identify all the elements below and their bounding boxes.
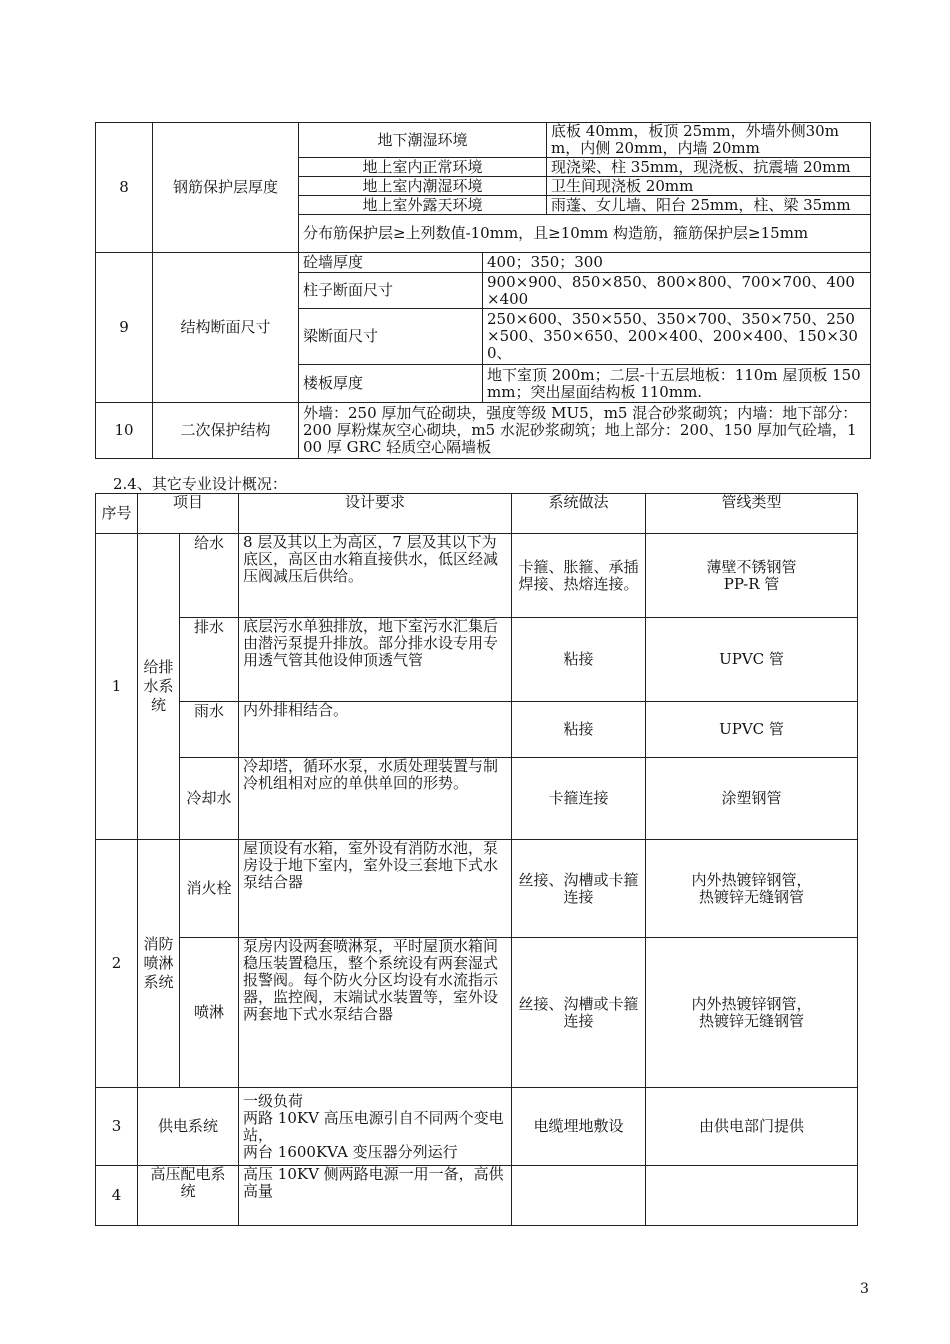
item-name: 冷却水 bbox=[180, 758, 239, 840]
item-name: 排水 bbox=[180, 618, 239, 702]
row-value: 外墙：250 厚加气砼砌块，强度等级 MU5，m5 混合砂浆砌筑；内墙：地下部分：200 厚粉煤灰空心砌块，m5 水泥砂浆砌筑；地上部分：200、150 厚加气砼墙，100 厚 GRC 轻质空心隔墙板 bbox=[299, 403, 871, 459]
sub-value: 400；350；300 bbox=[483, 253, 871, 273]
item-pipe: UPVC 管 bbox=[646, 618, 858, 702]
item-req: 底层污水单独排放，地下室污水汇集后由潜污泵提升排放。部分排水设专用专用透气管其他设伸顶透气管 bbox=[239, 618, 512, 702]
sub-label: 楼板厚度 bbox=[299, 365, 483, 403]
group-req: 一级负荷 两路 10KV 高压电源引自不同两个变电站， 两台 1600KVA 变压器分列运行 bbox=[239, 1088, 512, 1166]
item-req: 内外排相结合。 bbox=[239, 702, 512, 758]
sub-value: 底板 40mm，板顶 25mm，外墙外侧30mm，内侧 20mm，内墙 20mm bbox=[547, 123, 871, 158]
item-method: 粘接 bbox=[512, 618, 646, 702]
item-req: 泵房内设两套喷淋泵，平时屋顶水箱间稳压装置稳压，整个系统设有两套湿式报警阀。每个防火分区均设有水流指示器，监控阀，末端试水装置等，室外设两套地下式水泵结合器 bbox=[239, 938, 512, 1088]
sub-value: 900×900、850×850、800×800、700×700、400×400 bbox=[483, 273, 871, 309]
row-no: 10 bbox=[96, 403, 153, 459]
sub-label: 地上室外露天环境 bbox=[299, 196, 547, 215]
row-item: 钢筋保护层厚度 bbox=[153, 123, 299, 253]
page-number: 3 bbox=[860, 1281, 869, 1297]
sub-label: 地上室内潮湿环境 bbox=[299, 177, 547, 196]
row-no: 8 bbox=[96, 123, 153, 253]
group-no: 4 bbox=[96, 1166, 138, 1226]
sub-label: 砼墙厚度 bbox=[299, 253, 483, 273]
sub-label: 梁断面尺寸 bbox=[299, 309, 483, 365]
systems-table bbox=[95, 493, 858, 1226]
header-pipe: 管线类型 bbox=[646, 494, 858, 534]
group-name: 供电系统 bbox=[138, 1088, 239, 1166]
group-pipe bbox=[646, 1166, 858, 1226]
item-pipe: 内外热镀锌钢管， 热镀锌无缝钢管 bbox=[646, 938, 858, 1088]
item-name: 消火栓 bbox=[180, 840, 239, 938]
sub-value: 地下室顶 200m；二层-十五层地板：110m 屋顶板 150mm；突出屋面结构板 110mm. bbox=[483, 365, 871, 403]
item-pipe: 涂塑钢管 bbox=[646, 758, 858, 840]
sub-value: 现浇梁、柱 35mm，现浇板、抗震墙 20mm bbox=[547, 158, 871, 177]
header-method: 系统做法 bbox=[512, 494, 646, 534]
row-note: 分布筋保护层≥上列数值-10mm，且≥10mm 构造筋，箍筋保护层≥15mm bbox=[299, 215, 871, 253]
item-method: 丝接、沟槽或卡箍连接 bbox=[512, 938, 646, 1088]
sub-label: 地上室内正常环境 bbox=[299, 158, 547, 177]
group-no: 2 bbox=[96, 840, 138, 1088]
group-method: 电缆埋地敷设 bbox=[512, 1088, 646, 1166]
item-method: 卡箍、胀箍、承插焊接、热熔连接。 bbox=[512, 534, 646, 618]
header-req: 设计要求 bbox=[239, 494, 512, 534]
item-name: 雨水 bbox=[180, 702, 239, 758]
item-name: 给水 bbox=[180, 534, 239, 618]
sub-label: 地下潮湿环境 bbox=[299, 123, 547, 158]
item-req: 屋顶设有水箱，室外设有消防水池，泵房设于地下室内，室外设三套地下式水泵结合器 bbox=[239, 840, 512, 938]
row-item: 二次保护结构 bbox=[153, 403, 299, 459]
sub-value: 卫生间现浇板 20mm bbox=[547, 177, 871, 196]
group-name: 消防喷淋系统 bbox=[138, 840, 180, 1088]
group-no: 1 bbox=[96, 534, 138, 840]
item-method: 丝接、沟槽或卡箍连接 bbox=[512, 840, 646, 938]
group-pipe: 由供电部门提供 bbox=[646, 1088, 858, 1166]
row-no: 9 bbox=[96, 253, 153, 403]
item-method: 卡箍连接 bbox=[512, 758, 646, 840]
sub-value: 雨蓬、女儿墙、阳台 25mm，柱、梁 35mm bbox=[547, 196, 871, 215]
header-item: 项目 bbox=[138, 494, 239, 534]
row-item: 结构断面尺寸 bbox=[153, 253, 299, 403]
section-heading: 2.4、其它专业设计概况： bbox=[113, 475, 287, 493]
header-no: 序号 bbox=[96, 494, 138, 534]
group-name: 高压配电系统 bbox=[138, 1166, 239, 1226]
item-req: 冷却塔，循环水泵，水质处理装置与制冷机组相对应的单供单回的形势。 bbox=[239, 758, 512, 840]
group-method bbox=[512, 1166, 646, 1226]
item-method: 粘接 bbox=[512, 702, 646, 758]
group-name: 给排水系统 bbox=[138, 534, 180, 840]
structure-table bbox=[95, 122, 871, 459]
group-no: 3 bbox=[96, 1088, 138, 1166]
sub-label: 柱子断面尺寸 bbox=[299, 273, 483, 309]
item-name: 喷淋 bbox=[180, 938, 239, 1088]
item-pipe: 薄壁不锈钢管 PP-R 管 bbox=[646, 534, 858, 618]
group-req: 高压 10KV 侧两路电源一用一备，高供高量 bbox=[239, 1166, 512, 1226]
sub-value: 250×600、350×550、350×700、350×750、250×500、350×650、200×400、200×400、150×300、 bbox=[483, 309, 871, 365]
item-req: 8 层及其以上为高区，7 层及其以下为底区，高区由水箱直接供水，低区经减压阀减压后供给。 bbox=[239, 534, 512, 618]
item-pipe: 内外热镀锌钢管， 热镀锌无缝钢管 bbox=[646, 840, 858, 938]
item-pipe: UPVC 管 bbox=[646, 702, 858, 758]
